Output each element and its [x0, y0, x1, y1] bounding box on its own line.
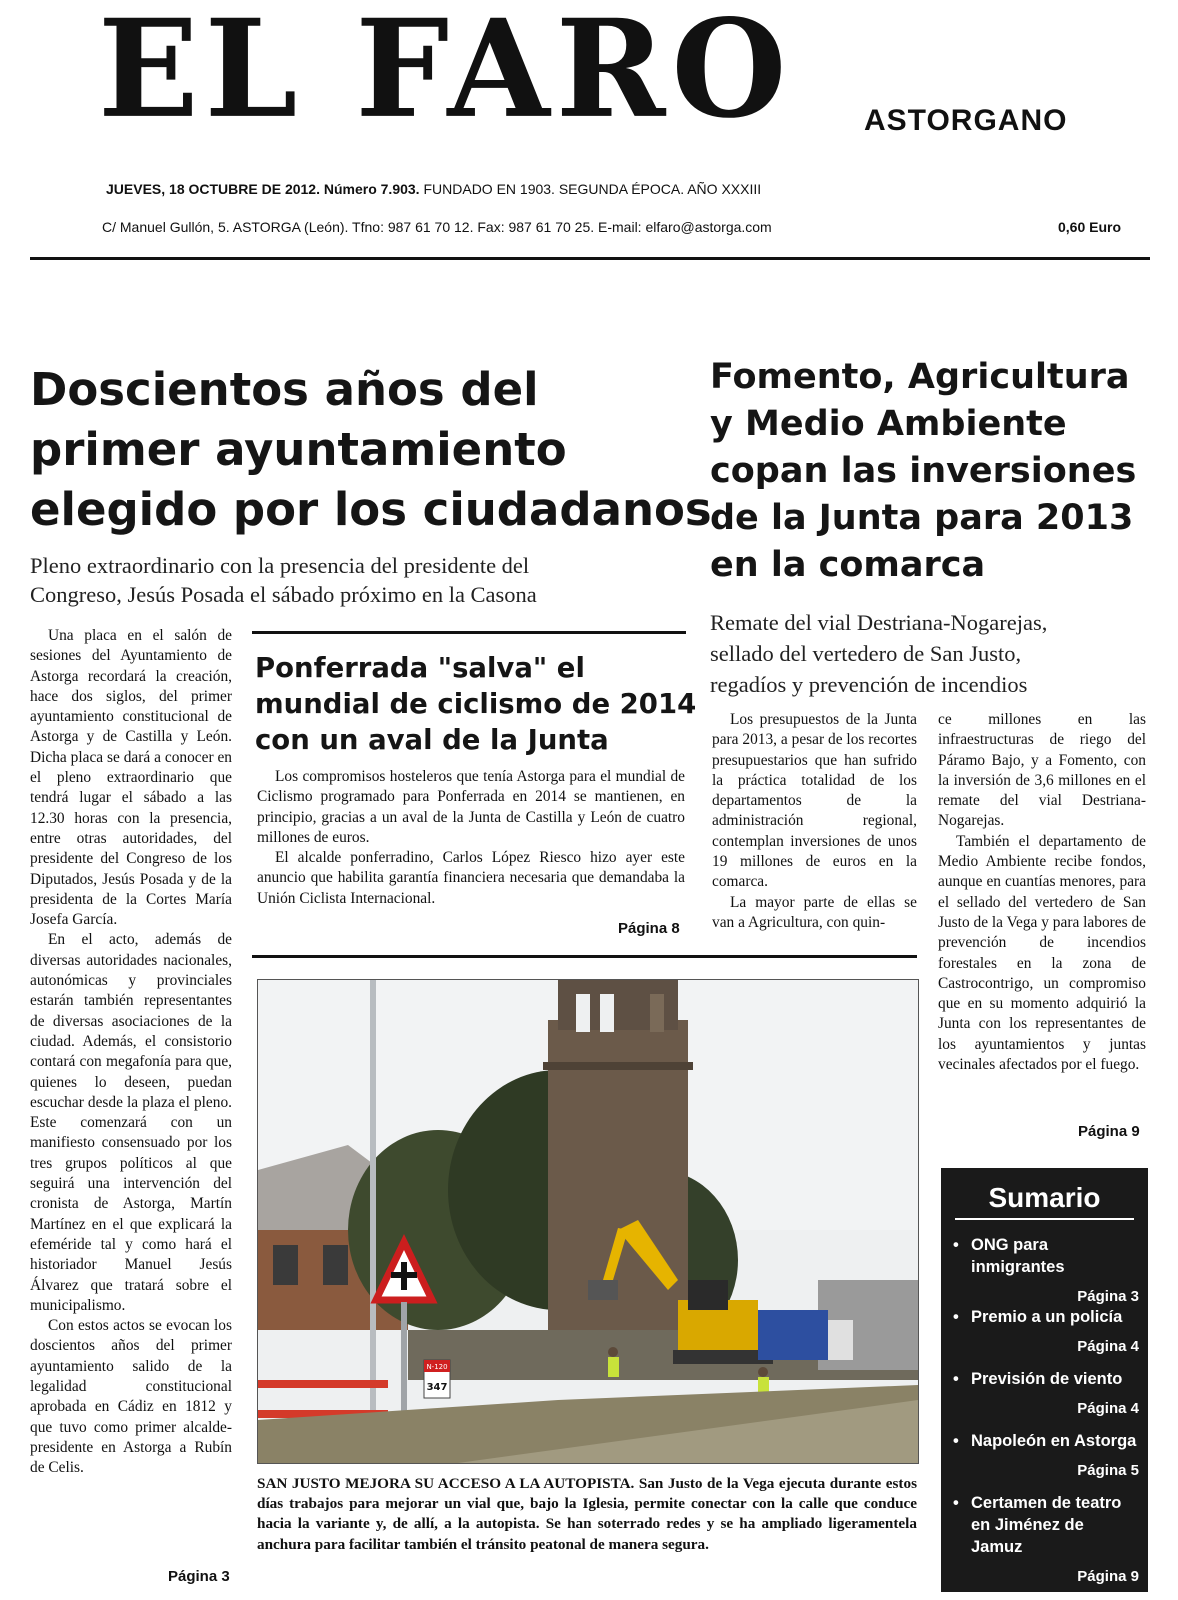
headline-line: en la comarca	[710, 545, 986, 585]
date-line	[106, 181, 761, 197]
deck-line: regadíos y prevención de incendios	[710, 672, 1028, 697]
sumario-item[interactable]	[951, 1368, 1139, 1420]
sumario-item[interactable]	[951, 1492, 1139, 1588]
sumario-item-label: Certamen de teatro en Jiménez de Jamuz	[971, 1494, 1122, 1556]
church-photo-illustration	[258, 980, 918, 1463]
story-middle-headline	[255, 650, 696, 758]
sign-number-label: 347	[426, 1382, 448, 1393]
headline-line: de la Junta para 2013	[710, 498, 1134, 538]
headline-line: copan las inversiones	[710, 451, 1137, 491]
bullet-icon: •	[953, 1370, 959, 1388]
headline-line: primer ayuntamiento	[30, 423, 567, 476]
sumario-item-label: Premio a un policía	[971, 1308, 1123, 1326]
address-line: C/ Manuel Gullón, 5. ASTORGA (León). Tfno: 987 61 70 12. Fax: 987 61 70 25. E-mail: elfaro@astorga.com	[102, 219, 772, 235]
masthead-subtitle: ASTORGANO	[864, 104, 1068, 137]
sumario-item-label: Napoleón en Astorga	[971, 1432, 1137, 1450]
story-right-deck	[710, 607, 1047, 700]
caption-text: San Justo de la Vega ejecuta durante estos días trabajos para mejorar un vial que, bajo la Iglesia, permite conectar con la calle que conduce hacia la variante y, de allí, a la autopista. Se han soterrado redes y se ha ampliado ligeramentela anchura para facilitar también el tránsito peatonal de manera segura.	[257, 1475, 917, 1553]
story-middle-page-ref: Página 8	[618, 920, 680, 937]
masthead-title: EL FARO	[98, 0, 793, 149]
paragraph: También el departamento de Medio Ambiente recibe fondos, aunque en cuantías menores, para el sellado del vertedero de San Justo de la Vega y para labores de prevención de incendios forestales en la zona de Castrocontrigo, un compromiso que en su momento adquirió la Junta con los representantes de los ayuntamientos y juntas vecinales afectados por el fuego.	[938, 832, 1146, 1074]
story-left-headline	[30, 360, 712, 540]
paragraph: Los presupuestos de la Junta para 2013, a pesar de los recortes presupuestarios que han sufrido la práctica totalidad de los departamentos de la administración regional, contemplan inversiones de unos 19 millones de euros en la comarca.	[712, 711, 917, 891]
deck-line: Pleno extraordinario con la presencia del presidente del	[30, 553, 530, 578]
sumario-box	[941, 1168, 1148, 1592]
masthead-rule	[30, 257, 1150, 260]
sumario-item[interactable]	[951, 1430, 1139, 1482]
date-line-rest: FUNDADO EN 1903. SEGUNDA ÉPOCA. AÑO XXXIII	[423, 181, 762, 197]
story-middle-body	[257, 767, 685, 909]
deck-line: Remate del vial Destriana-Nogarejas,	[710, 610, 1048, 635]
headline-line: Fomento, Agricultura	[710, 357, 1130, 397]
story-left-body	[30, 626, 232, 1478]
sumario-divider	[955, 1218, 1134, 1220]
price: 0,60 Euro	[1058, 219, 1122, 235]
caption-title: SAN JUSTO MEJORA SU ACCESO A LA AUTOPISTA.	[257, 1475, 635, 1492]
deck-line: Congreso, Jesús Posada el sábado próximo en la Casona	[30, 582, 537, 607]
story-right-headline	[710, 354, 1136, 589]
headline-line: mundial de ciclismo de 2014	[255, 688, 697, 720]
headline-line: Doscientos años del	[30, 363, 539, 416]
paragraph: Con estos actos se evocan los doscientos años del primer ayuntamiento salido de la legalidad constitucional aprobada en Cádiz en 1812 y que tuvo como primer alcalde-presidente en Astorga a Rubín de Celis.	[30, 1317, 232, 1477]
headline-line: con un aval de la Junta	[255, 724, 609, 756]
story-left-page-ref: Página 3	[168, 1568, 230, 1585]
sumario-item-page: Página 9	[1077, 1568, 1139, 1585]
story-right-col2	[938, 710, 1146, 1075]
story-left-deck	[30, 551, 537, 609]
sumario-item-page: Página 4	[1077, 1338, 1139, 1355]
sumario-item-label: ONG para inmigrantes	[971, 1236, 1065, 1276]
story-right-col1	[712, 710, 917, 933]
bullet-icon: •	[953, 1308, 959, 1326]
bullet-icon: •	[953, 1432, 959, 1450]
paragraph: La mayor parte de ellas se van a Agricultura, con quin-	[712, 893, 917, 931]
sumario-item-page: Página 5	[1077, 1462, 1139, 1479]
sumario-item[interactable]	[951, 1234, 1139, 1308]
photo-top-rule	[252, 955, 917, 958]
paragraph: En el acto, además de diversas autoridades nacionales, autonómicas y provinciales estarán también representantes de diversas asociaciones de la ciudad. Además, el consistorio contará con megafonía para que, quienes lo deseen, puedan escuchar desde la plaza el pleno. Este comenzará con un manifiesto consensuado por los tres grupos políticos al que seguirá una intervención del cronista de Astorga, Martín Martínez en el que explicará la efeméride tal y como hará el historiador Manuel Jesús Álvarez que tratará sobre el municipalismo.	[30, 931, 232, 1314]
sign-route-label: N-120	[426, 1363, 448, 1371]
middle-top-rule	[252, 631, 686, 634]
bullet-icon: •	[953, 1494, 959, 1512]
photo-caption	[257, 1474, 917, 1555]
paragraph: Los compromisos hosteleros que tenía Astorga para el mundial de Ciclismo programado para Ponferrada en 2014 se mantienen, en principio, gracias a un aval de la Junta de Castilla y León de cuatro millones de euros.	[257, 768, 685, 846]
date-line-bold: JUEVES, 18 OCTUBRE DE 2012. Número 7.903.	[106, 181, 420, 197]
church-photo	[257, 979, 919, 1464]
paragraph: ce millones en las infraestructuras de riego del Páramo Bajo, y a Fomento, con la inversión de 3,6 millones en el remate del vial Destriana-Nogarejas.	[938, 711, 1146, 830]
sumario-item-label: Previsión de viento	[971, 1370, 1123, 1388]
sumario-item-page: Página 3	[1077, 1288, 1139, 1305]
paragraph: El alcalde ponferradino, Carlos López Riesco hizo ayer este anuncio que habilita garantía financiera necesaria que demandaba la Unión Ciclista Internacional.	[257, 849, 685, 907]
deck-line: sellado del vertedero de San Justo,	[710, 641, 1022, 666]
sumario-title: Sumario	[988, 1182, 1101, 1213]
bullet-icon: •	[953, 1236, 959, 1254]
sumario-item[interactable]	[951, 1306, 1139, 1358]
story-right-page-ref: Página 9	[1078, 1123, 1140, 1140]
headline-line: elegido por los ciudadanos	[30, 483, 712, 536]
headline-line: Ponferrada "salva" el	[255, 652, 585, 684]
paragraph: Una placa en el salón de sesiones del Ayuntamiento de Astorga recordará la creación, hace dos siglos, del primer ayuntamiento constitucional de Astorga y de Castilla y León. Dicha placa se dará a conocer en el pleno extraordinario que tendrá lugar el sábado a las 12.30 horas con la presencia, entre otras autoridades, del presidente del Congreso de los Diputados, Jesús Posada y de la presidenta de la Cortes María Josefa García.	[30, 627, 232, 929]
sumario-item-page: Página 4	[1077, 1400, 1139, 1417]
headline-line: y Medio Ambiente	[710, 404, 1067, 444]
